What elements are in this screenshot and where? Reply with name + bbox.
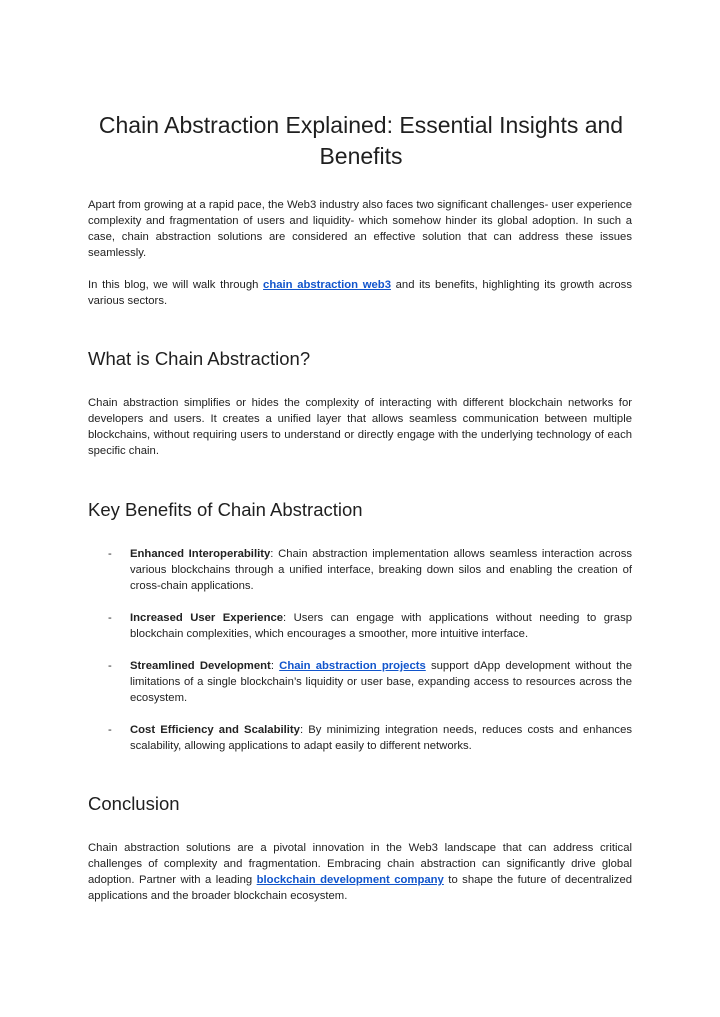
list-item-text [130,722,632,754]
intro-text-after: and its benefits, highlighting its growth across various sectors. [88,279,632,307]
chain-abstraction-web3-link[interactable]: chain abstraction web3 [263,279,391,291]
list-bullet: - [108,548,112,560]
list-item-description: support dApp development without the limitations of a single blockchain’s liquidity or user base, expanding access to resources across the ecosystem. [130,660,633,704]
list-item-term: Enhanced Interoperability [130,548,271,560]
list-item-description: By minimizing integration needs, reduces costs and enhances scalability, allowing applications to adapt easily to different networks. [130,724,633,752]
intro-paragraph: Apart from growing at a rapid pace, the Web3 industry also faces two significant challenges- user experience complexity and fragmentation of users and liquidity- which somehow hinder its global adoption. In such a case, chain abstraction solutions are considered an effective solution that can address these issues seamlessly. [88,199,632,259]
list-bullet: - [108,724,112,736]
list-item-term: Cost Efficiency and Scalability [130,724,300,736]
list-item [88,610,632,642]
list-bullet: - [108,612,112,624]
list-item [88,722,632,754]
blockchain-development-company-link[interactable]: blockchain development company [256,874,444,886]
conclusion-paragraph [88,840,632,904]
list-item-description: Chain abstraction implementation allows seamless interaction across various blockchains through a unified interface, breaking down silos and enabling the creation of cross-chain applications. [130,548,632,592]
list-bullet: - [108,660,112,672]
list-item-separator: : [270,548,279,560]
list-item-separator: : [299,724,309,736]
list-item [88,546,632,594]
page-title: Chain Abstraction Explained: Essential Insights and Benefits [98,112,624,169]
section-heading-conclusion: Conclusion [88,793,180,814]
list-item-text [130,658,632,706]
list-item-separator: : [283,612,294,624]
intro-paragraph-2 [88,277,632,309]
conclusion-text-before: Chain abstraction solutions are a pivotal innovation in the Web3 landscape that can address critical challenges of complexity and fragmentation. Embracing chain abstraction can significantly drive global adoption. Partner with a leading [88,842,632,886]
intro-text-before: In this blog, we will walk through [88,279,264,291]
section-heading-key-benefits: Key Benefits of Chain Abstraction [88,499,363,520]
conclusion-text-after: to shape the future of decentralized applications and the broader blockchain ecosystem. [88,874,633,902]
list-item [88,658,632,706]
section-heading-what-is: What is Chain Abstraction? [88,348,311,369]
list-item-term: Streamlined Development [130,660,271,672]
section-what-is-body: Chain abstraction simplifies or hides the complexity of interacting with different blockchain networks for developers and users. It creates a unified layer that allows seamless communication between multiple blockchains, without requiring users to understand or directly engage with the underlying technology of each specific chain. [88,397,632,457]
list-item-text [130,610,632,642]
chain-abstraction-projects-link[interactable]: Chain abstraction projects [279,660,426,672]
list-item-text [130,546,632,594]
list-item-term: Increased User Experience [130,612,284,624]
list-item-separator: : [270,660,280,672]
list-item-description: Users can engage with applications without needing to grasp blockchain complexities, which encourages a smoother, more intuitive interface. [130,612,633,640]
